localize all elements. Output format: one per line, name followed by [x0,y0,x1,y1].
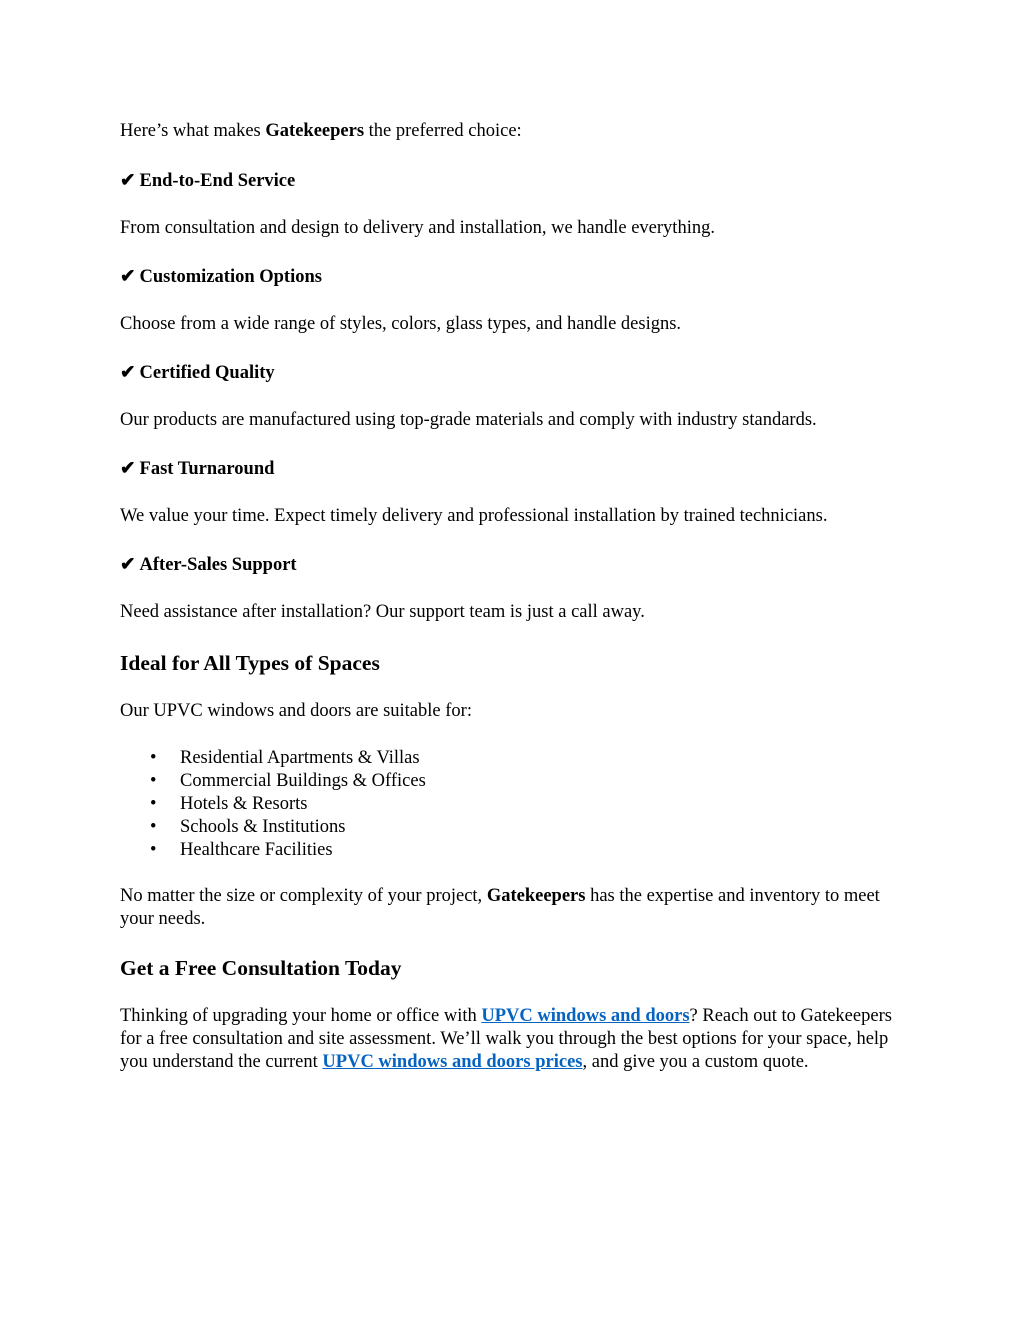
check-icon: ✔ [120,171,136,191]
check-icon: ✔ [120,459,136,479]
feature-description-fast-turnaround: We value your time. Expect timely delivery and professional installation by trained technicians. [120,506,828,526]
check-icon: ✔ [120,267,136,287]
feature-title-after-sales [120,554,904,577]
feature-description-end-to-end: From consultation and design to delivery and installation, we handle everything. [120,218,715,238]
check-icon: ✔ [120,363,136,383]
list-item: • Residential Apartments & Villas [180,747,904,770]
list-item: • Healthcare Facilities [180,839,904,862]
feature-title-text: After-Sales Support [139,555,297,575]
feature-title-customization [120,266,904,289]
spaces-list [120,747,904,862]
consultation-paragraph [120,1005,904,1074]
intro-brand: Gatekeepers [265,121,365,141]
upvc-windows-doors-link[interactable]: UPVC windows and doors [481,1006,690,1026]
feature-description-certified-quality: Our products are manufactured using top-grade materials and comply with industry standards. [120,410,817,430]
consultation-text-1: Thinking of upgrading your home or office with [120,1006,482,1026]
spaces-note [120,885,904,931]
intro-prefix: Here’s what makes [120,121,266,141]
feature-title-text: Certified Quality [139,363,275,383]
intro-paragraph [120,120,904,143]
feature-title-end-to-end [120,170,904,193]
spaces-intro: Our UPVC windows and doors are suitable for: [120,701,472,721]
consultation-heading: Get a Free Consultation Today [120,956,402,980]
spaces-heading: Ideal for All Types of Spaces [120,651,380,675]
check-icon: ✔ [120,555,136,575]
note-brand: Gatekeepers [486,886,586,906]
feature-title-text: Customization Options [139,267,322,287]
feature-description-customization: Choose from a wide range of styles, colors, glass types, and handle designs. [120,314,682,334]
feature-title-certified-quality [120,362,904,385]
note-prefix: No matter the size or complexity of your project, [120,886,487,906]
feature-title-fast-turnaround [120,458,904,481]
list-item: • Hotels & Resorts [180,793,904,816]
consultation-text-3: , and give you a custom quote. [582,1052,809,1072]
feature-description-after-sales: Need assistance after installation? Our support team is just a call away. [120,602,645,622]
consultation-text-2: ? Reach out to Gatekeepers for a free consultation and site assessment. We’ll walk you through the best options for your space, help you understand the current [120,1006,892,1072]
upvc-prices-link[interactable]: UPVC windows and doors prices [322,1052,583,1072]
feature-title-text: End-to-End Service [139,171,296,191]
list-item: • Commercial Buildings & Offices [180,770,904,793]
feature-title-text: Fast Turnaround [139,459,275,479]
list-item: • Schools & Institutions [180,816,904,839]
note-suffix: has the expertise and inventory to meet your needs. [120,886,880,929]
intro-suffix: the preferred choice: [364,121,522,141]
